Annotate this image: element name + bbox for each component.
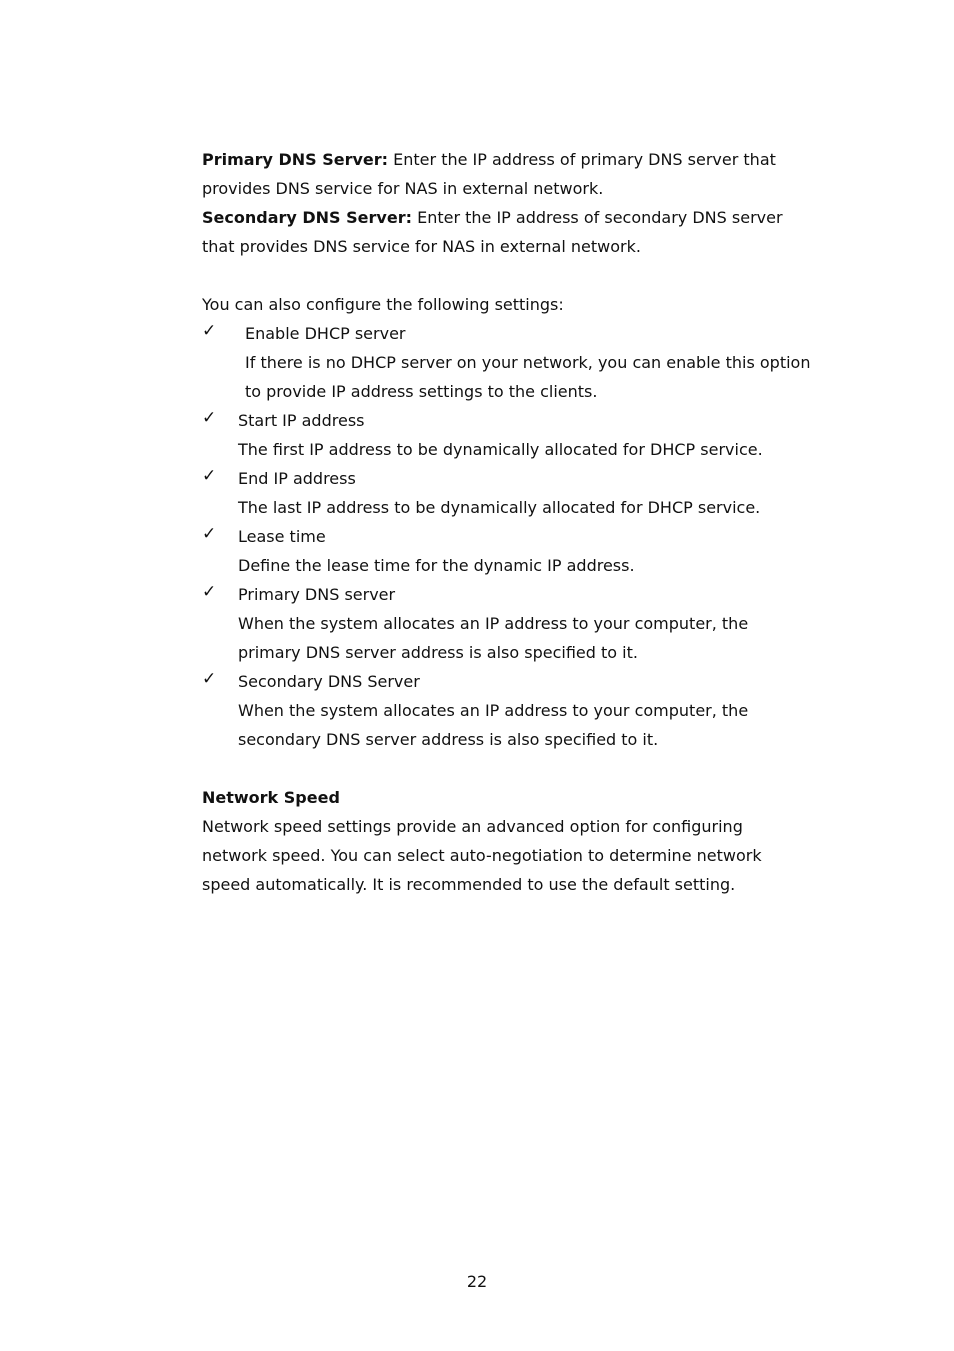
list-item-title: Start IP address [238, 411, 365, 430]
secondary-dns-label: Secondary DNS Server: [202, 208, 412, 227]
settings-intro: You can also configure the following settings: [202, 295, 564, 314]
list-item-desc: Define the lease time for the dynamic IP address. [238, 556, 635, 575]
primary-dns-paragraph [202, 145, 812, 203]
list-item [202, 319, 812, 406]
primary-dns-label: Primary DNS Server: [202, 150, 389, 169]
list-item-desc: When the system allocates an IP address to your computer, the secondary DNS server address is also specified to it. [238, 701, 749, 749]
list-item [202, 522, 812, 580]
list-item-desc: The last IP address to be dynamically allocated for DHCP service. [238, 498, 761, 517]
network-speed-text: Network speed settings provide an advanced option for configuring network speed. You can select auto-negotiation to determine network speed automatically. It is recommended to use the default setting. [202, 817, 762, 894]
secondary-dns-paragraph [202, 203, 812, 261]
list-item [202, 464, 812, 522]
document-body [202, 145, 812, 899]
check-icon: ✓ [202, 669, 217, 689]
check-icon: ✓ [202, 408, 217, 428]
list-item-desc: The first IP address to be dynamically allocated for DHCP service. [238, 440, 763, 459]
list-item-title: Secondary DNS Server [238, 672, 420, 691]
network-speed-heading: Network Speed [202, 788, 340, 807]
check-icon: ✓ [202, 466, 217, 486]
list-item [202, 406, 812, 464]
list-item-title: Lease time [238, 527, 326, 546]
list-item-title: End IP address [238, 469, 356, 488]
list-item-desc: When the system allocates an IP address to your computer, the primary DNS server address is also specified to it. [238, 614, 749, 662]
check-icon: ✓ [202, 582, 217, 602]
check-icon: ✓ [202, 524, 217, 544]
list-item-desc: If there is no DHCP server on your network, you can enable this option to provide IP address settings to the clients. [245, 353, 811, 401]
list-item-title: Enable DHCP server [245, 324, 406, 343]
primary-dns-text: Enter the IP address of primary DNS server that provides DNS service for NAS in external network. [202, 150, 776, 198]
page-number: 22 [466, 1272, 488, 1291]
list-item-title: Primary DNS server [238, 585, 396, 604]
list-item [202, 667, 812, 754]
check-icon: ✓ [202, 321, 217, 341]
secondary-dns-text: Enter the IP address of secondary DNS server that provides DNS service for NAS in external network. [202, 208, 783, 256]
list-item [202, 580, 812, 667]
